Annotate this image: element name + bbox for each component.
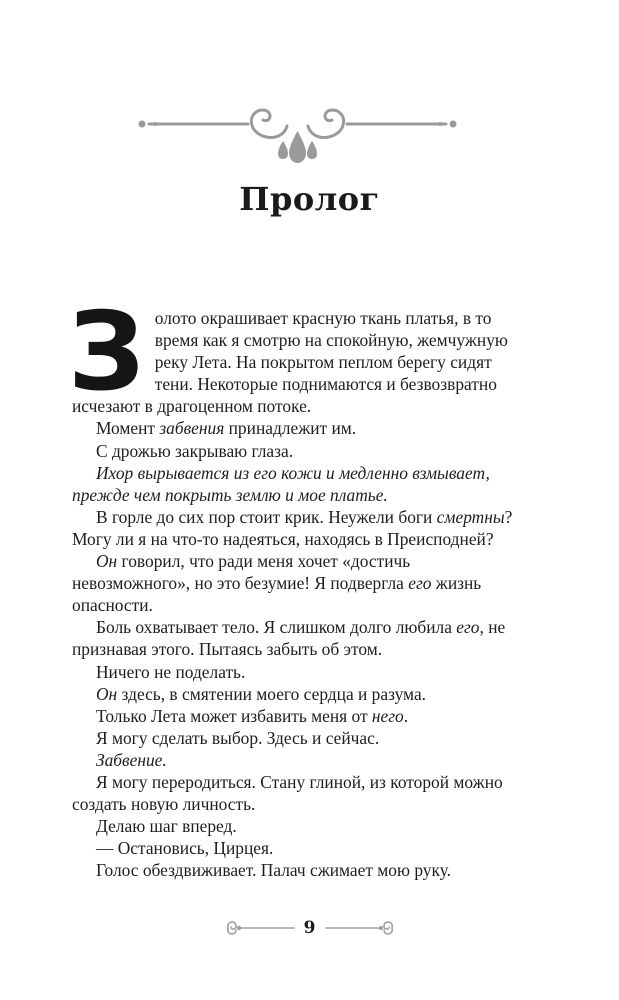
paragraph-7: Боль охватывает тело. Я слишком долго любила его, не признавая этого. Пытаясь забыть об этом. (72, 617, 506, 660)
ornament-divider (135, 95, 460, 165)
paragraph-12: Забвение. (96, 749, 167, 770)
paragraph-3: С дрожью закрываю глаза. (96, 440, 294, 461)
paragraph-9: Он здесь, в смятении моего сердца и разума. (96, 683, 427, 704)
paragraph-14: Делаю шаг вперед. (96, 816, 237, 837)
paragraph-13: Я могу переродиться. Стану глиной, из которой можно создать новую личность. (72, 771, 503, 815)
paragraph-4: Ихор вырывается из его кожи и медленно взмывает, прежде чем покрыть землю и мое платье. (72, 462, 490, 505)
paragraph-2: Момент забвения принадлежит им. (96, 418, 357, 439)
paragraph-16: Голос обездвиживает. Палач сжимает мою руку. (96, 860, 452, 881)
page-number: 9 (303, 918, 316, 938)
body-text (68, 290, 528, 881)
paragraph-1: Золото окрашивает красную ткань платья, в то время как я смотрю на спокойную, жемчужную реку Лета. На покрытом пеплом берегу сидят тени. Некоторые поднимаются и безвозвратно исчезают в драгоценном потоке. (68, 290, 508, 417)
paragraph-5: В горле до сих пор стоит крик. Неужели боги смертны? Могу ли я на что-то надеяться, находясь в Преисподней? (72, 506, 513, 549)
paragraph-8: Ничего не поделать. (96, 661, 246, 682)
paragraph-11: Я могу сделать выбор. Здесь и сейчас. (96, 727, 380, 748)
chapter-title: Пролог (239, 180, 380, 218)
drop-cap: З (68, 290, 145, 415)
paragraph-10: Только Лета может избавить меня от него. (96, 705, 409, 726)
footer-ornament-right (318, 915, 398, 941)
paragraph-6: Он говорил, что ради меня хочет «достичь невозможного», но это безумие! Я подвергла его жизнь опасности. (72, 551, 482, 616)
paragraph-15: — Остановись, Цирцея. (96, 838, 274, 859)
